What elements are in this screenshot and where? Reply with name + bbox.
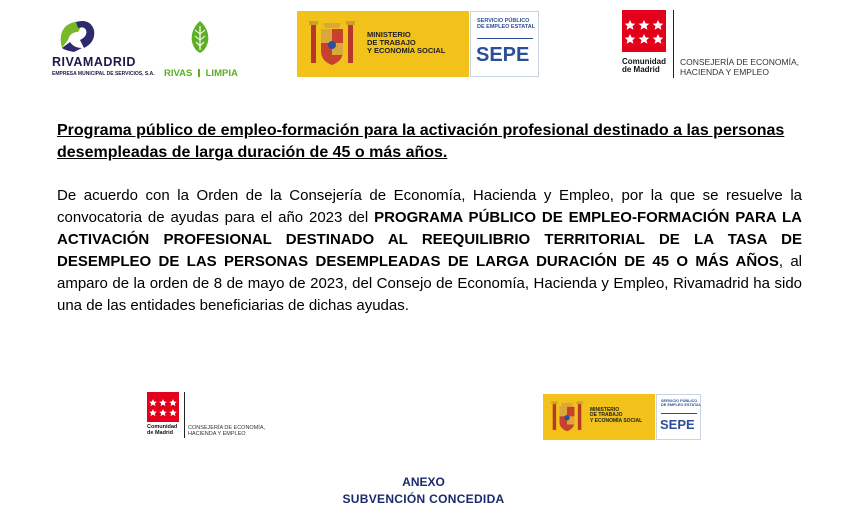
- madrid-flag: [622, 10, 666, 52]
- madrid-flag-small: [147, 392, 179, 422]
- ministerio-sepe-logo-top: [297, 11, 539, 77]
- rivamadrid-name: RIVAMADRID: [52, 55, 136, 69]
- madrid-stars-icon: [622, 10, 666, 52]
- consejeria-text: [680, 58, 799, 78]
- coat-of-arms-small-icon: [550, 398, 584, 436]
- sepe-subtitle-small: [661, 399, 701, 407]
- body-intro: De acuerdo con la Orden de la Consejería de Economía, Hacienda y Empleo, por la que se resuelve la convocatoria de ayudas para el año 2023 del: [57, 187, 802, 226]
- sepe-sub2-small: DE EMPLEO ESTATAL: [661, 403, 702, 408]
- ministerio-sepe-logo-bottom: [543, 394, 701, 440]
- annex-subtitle: SUBVENCIÓN CONCEDIDA: [342, 492, 505, 506]
- ministerio-line2: DE TRABAJO: [367, 37, 416, 47]
- rivamadrid-subtitle: EMPRESA MUNICIPAL DE SERVICIOS, S.A.: [52, 71, 155, 77]
- sepe-sub1: SERVICIO PÚBLICO: [477, 18, 530, 24]
- rivas-limpia-logo: [160, 18, 240, 78]
- ministerio-line3-small: Y ECONOMÍA SOCIAL: [590, 417, 643, 424]
- rivas-word: RIVAS: [164, 68, 193, 79]
- comunidad-text: [622, 58, 666, 75]
- ministerio-line1-small: MINISTERIO: [590, 407, 620, 413]
- comunidad-line2: de Madrid: [622, 65, 660, 75]
- limpia-word: LIMPIA: [205, 68, 238, 79]
- sepe-word: SEPE: [476, 44, 530, 66]
- body-outro: , al amparo de la orden de 8 de mayo de 2023, del Consejo de Economía, Hacienda y Empleo, Rivamadrid ha sido una de las entidades beneficiarias de dichas ayudas.: [57, 253, 802, 314]
- comunidad-line1-small: Comunidad: [147, 424, 178, 430]
- ministerio-line1: MINISTERIO: [367, 30, 411, 39]
- consejeria-line1: CONSEJERÍA DE ECONOMÍA,: [680, 57, 800, 67]
- annex-title: ANEXO: [402, 475, 445, 489]
- consejeria-line2: HACIENDA Y EMPLEO: [680, 66, 769, 77]
- ministerio-text: [367, 31, 445, 55]
- comunidad-divider: [673, 10, 674, 78]
- madrid-stars-small-icon: [147, 392, 179, 422]
- consejeria-text-small: [188, 425, 265, 438]
- comunidad-madrid-logo-bottom: [147, 392, 282, 440]
- coat-of-arms-icon: [307, 17, 357, 71]
- sepe-word-small: SEPE: [660, 417, 695, 432]
- comunidad-line1: Comunidad: [622, 57, 666, 66]
- rivamadrid-mark-icon: [56, 18, 96, 54]
- document-heading: Programa público de empleo-formación para la activación profesional destinado a las personas desempleadas de larga duración de 45 o más años.: [57, 122, 785, 161]
- sepe-sub1-small: SERVICIO PÚBLICO: [661, 399, 698, 403]
- body-program-name: PROGRAMA PÚBLICO DE EMPLEO-FORMACIÓN PARA LA ACTIVACIÓN PROFESIONAL DESTINADO AL REEQUILIBRIO TERRITORIAL DE LA TASA DE DESEMPLEO DE LAS PERSONAS DESEMPLEADAS DE LARGA DURACIÓN DE 45 O MÁS AÑOS: [57, 209, 802, 270]
- leaf-icon: [188, 20, 212, 54]
- ministerio-text-small: [590, 408, 642, 424]
- rivas-divider: [198, 69, 200, 77]
- sepe-box: [470, 11, 539, 77]
- consejeria-line1-small: CONSEJERÍA DE ECONOMÍA,: [188, 425, 266, 431]
- comunidad-text-small: [147, 425, 177, 437]
- rivas-limpia-text: [164, 68, 238, 79]
- sepe-sub2: DE EMPLEO ESTATAL: [477, 24, 536, 31]
- comunidad-divider-small: [184, 392, 185, 438]
- ministerio-line3: Y ECONOMÍA SOCIAL: [367, 45, 446, 55]
- consejeria-line2-small: HACIENDA Y EMPLEO: [188, 431, 246, 438]
- rivamadrid-logo: [52, 18, 155, 78]
- document-body: [57, 185, 802, 317]
- sepe-box-small: [656, 394, 701, 440]
- sepe-divider: [477, 38, 533, 39]
- comunidad-madrid-logo-top: [622, 10, 812, 80]
- ministerio-line2-small: DE TRABAJO: [590, 412, 623, 419]
- sepe-subtitle: [477, 18, 535, 30]
- sepe-divider-small: [661, 413, 697, 414]
- comunidad-line2-small: de Madrid: [147, 429, 173, 436]
